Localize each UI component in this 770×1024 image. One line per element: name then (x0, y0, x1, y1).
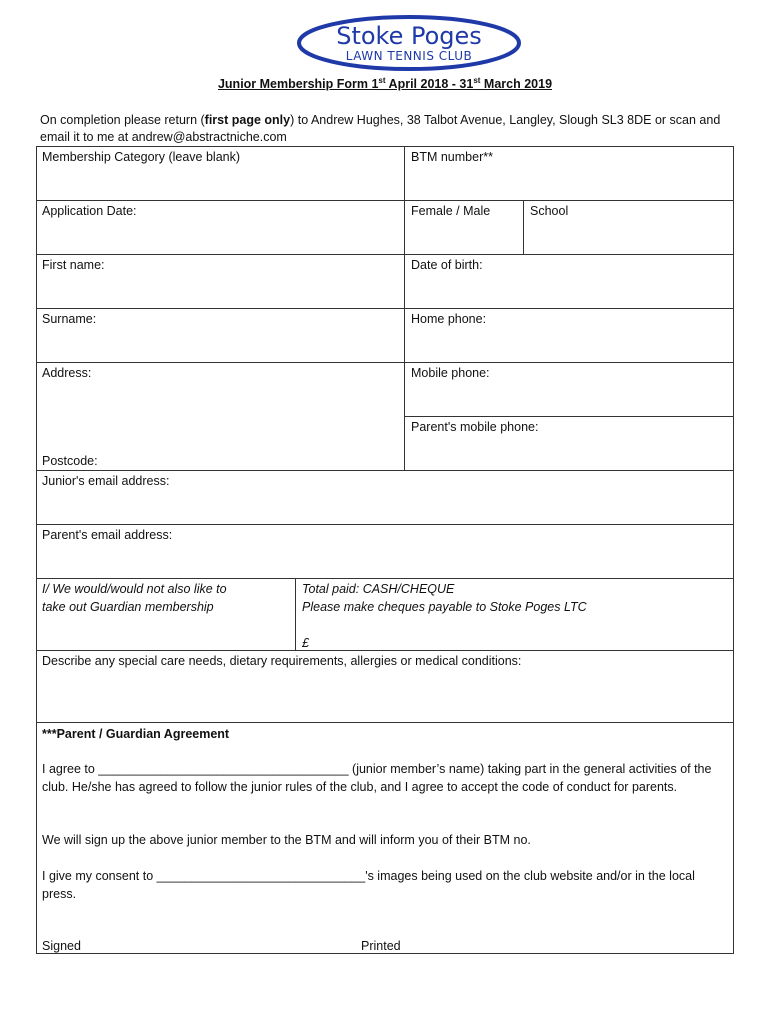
printed-label: Printed (361, 939, 401, 953)
gender-label: Female / Male (411, 204, 491, 218)
form-title: Junior Membership Form 1st April 2018 - 31st March 2019 (217, 76, 553, 92)
signed-label: Signed (42, 939, 81, 953)
surname-label: Surname: (42, 312, 97, 326)
school-label: School (530, 204, 569, 218)
btm-number-label: BTM number** (411, 150, 493, 164)
pound-sign: £ (302, 636, 309, 650)
consent-paragraph: I give my consent to ______________________________'s images being used on the club website and/or in the local press. (42, 869, 695, 901)
special-care-label: Describe any special care needs, dietary requirements, allergies or medical conditions: (42, 654, 522, 668)
membership-category-label: Membership Category (leave blank) (42, 150, 241, 164)
parents-mobile-label: Parent's mobile phone: (411, 420, 539, 434)
total-paid-label: Total paid: CASH/CHEQUE (302, 582, 455, 596)
cheque-payable-note: Please make cheques payable to Stoke Poges LTC (302, 600, 587, 614)
junior-email-label: Junior's email address: (42, 474, 170, 488)
logo-line2: LAWN TENNIS CLUB (345, 49, 473, 63)
club-logo-graphic (296, 14, 522, 72)
logo-line1: Stoke Poges (336, 22, 482, 50)
parent-email-label: Parent's email address: (42, 528, 173, 542)
guardian-membership-line2: take out Guardian membership (42, 600, 214, 614)
postcode-label: Postcode: (42, 454, 98, 468)
agreement-paragraph-2: We will sign up the above junior member to the BTM and will inform you of their BTM no. (42, 833, 531, 847)
club-logo (296, 14, 522, 72)
application-date-label: Application Date: (42, 204, 137, 218)
first-name-label: First name: (42, 258, 105, 272)
home-phone-label: Home phone: (411, 312, 487, 326)
date-of-birth-label: Date of birth: (411, 258, 483, 272)
membership-form-table (36, 146, 734, 954)
address-label: Address: (42, 366, 92, 380)
mobile-phone-label: Mobile phone: (411, 366, 490, 380)
agreement-paragraph-1: I agree to ____________________________________ (junior member’s name) taking part in the general activities of the club. He/she has agreed to follow the junior rules of the club, and I agree to accept the code of conduct for parents. (42, 762, 712, 794)
return-instructions: On completion please return (first page only) to Andrew Hughes, 38 Talbot Avenue, Langley, Slough SL3 8DE or scan and email it to me at andrew@abstractniche.com (40, 113, 721, 144)
agreement-heading: ***Parent / Guardian Agreement (42, 727, 230, 741)
guardian-membership-line1: I/ We would/would not also like to (42, 582, 227, 596)
